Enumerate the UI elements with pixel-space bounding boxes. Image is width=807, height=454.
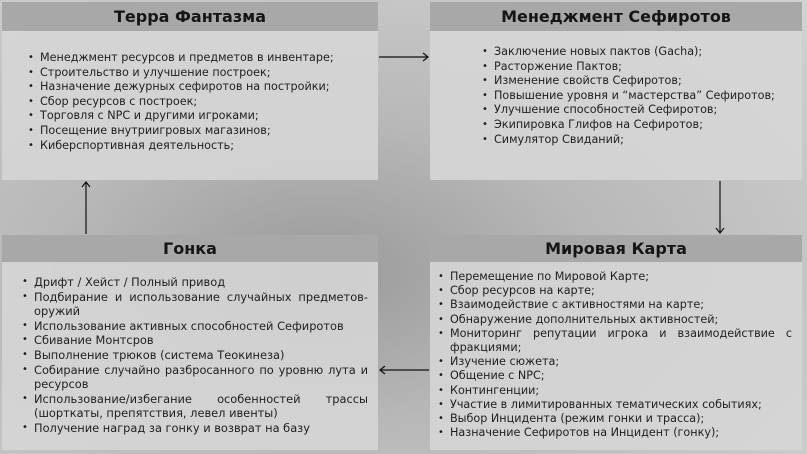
arrow-up-icon (82, 182, 90, 234)
list-item: • Контингенции; (436, 384, 792, 398)
list-item: • Киберспортивная деятельность; (26, 139, 368, 154)
list-item: • Получение наград за гонку и возврат на базу (20, 421, 368, 436)
list-item: • Расторжение Пактов; (480, 60, 792, 75)
list-item: • Подбирание и использование случайных предметов-оружий (20, 290, 368, 319)
list-item: • Строительство и улучшение построек; (26, 66, 368, 81)
list-item: • Повышение уровня и “мастерства” Сефиротов; (480, 89, 792, 104)
list-item: • Назначение Сефиротов на Инцидент (гонку); (436, 426, 792, 440)
list-item: • Обнаружение дополнительных активностей; (436, 313, 792, 327)
list-item: • Дрифт / Хейст / Полный привод (20, 275, 368, 290)
arrow-left-icon (380, 366, 429, 374)
box-title: Гонка (2, 235, 378, 262)
list-item: • Использование/избегание особенностей трассы (шорткаты, препятствия, левел ивенты) (20, 392, 368, 421)
list-item: • Выбор Инцидента (режим гонки и трасса); (436, 412, 792, 426)
arrow-right-icon (379, 53, 428, 61)
list-item: • Выполнение трюков (система Теокинеза) (20, 348, 368, 363)
list-item: • Собирание случайно разбросанного по уровню лута и ресурсов (20, 363, 368, 392)
list-item: • Посещение внутриигровых магазинов; (26, 124, 368, 139)
box-title: Терра Фантазма (2, 2, 378, 31)
list-item: • Взаимодействие с активностями на карте; (436, 298, 792, 312)
list-item: • Изменение свойств Сефиротов; (480, 74, 792, 89)
box-title: Менеджмент Сефиротов (430, 2, 802, 31)
list-item: • Назначение дежурных сефиротов на постройки; (26, 80, 368, 95)
arrow-down-icon (716, 181, 724, 233)
list-item: • Сбор ресурсов с построек; (26, 95, 368, 110)
list-item: • Заключение новых пактов (Gacha); (480, 45, 792, 60)
list-item: • Сбивание Монтсров (20, 333, 368, 348)
list-item: • Использование активных способностей Сефиротов (20, 319, 368, 334)
list-item: • Торговля с NPC и другими игроками; (26, 109, 368, 124)
list-item: • Сбор ресурсов на карте; (436, 284, 792, 298)
list-item: • Улучшение способностей Сефиротов; (480, 103, 792, 118)
list-item: • Перемещение по Мировой Карте; (436, 270, 792, 284)
list-item: • Экипировка Глифов на Сефиротов; (480, 118, 792, 133)
list-item: • Менеджмент ресурсов и предметов в инвентаре; (26, 51, 368, 66)
list-item: • Общение с NPC; (436, 369, 792, 383)
list-item: • Изучение сюжета; (436, 355, 792, 369)
box-title: Мировая Карта (430, 235, 802, 262)
list-item: • Участие в лимитированных тематических событиях; (436, 398, 792, 412)
list-item: • Симулятор Свиданий; (480, 133, 792, 148)
list-item: • Мониторинг репутации игрока и взаимодействие с фракциями; (436, 327, 792, 355)
